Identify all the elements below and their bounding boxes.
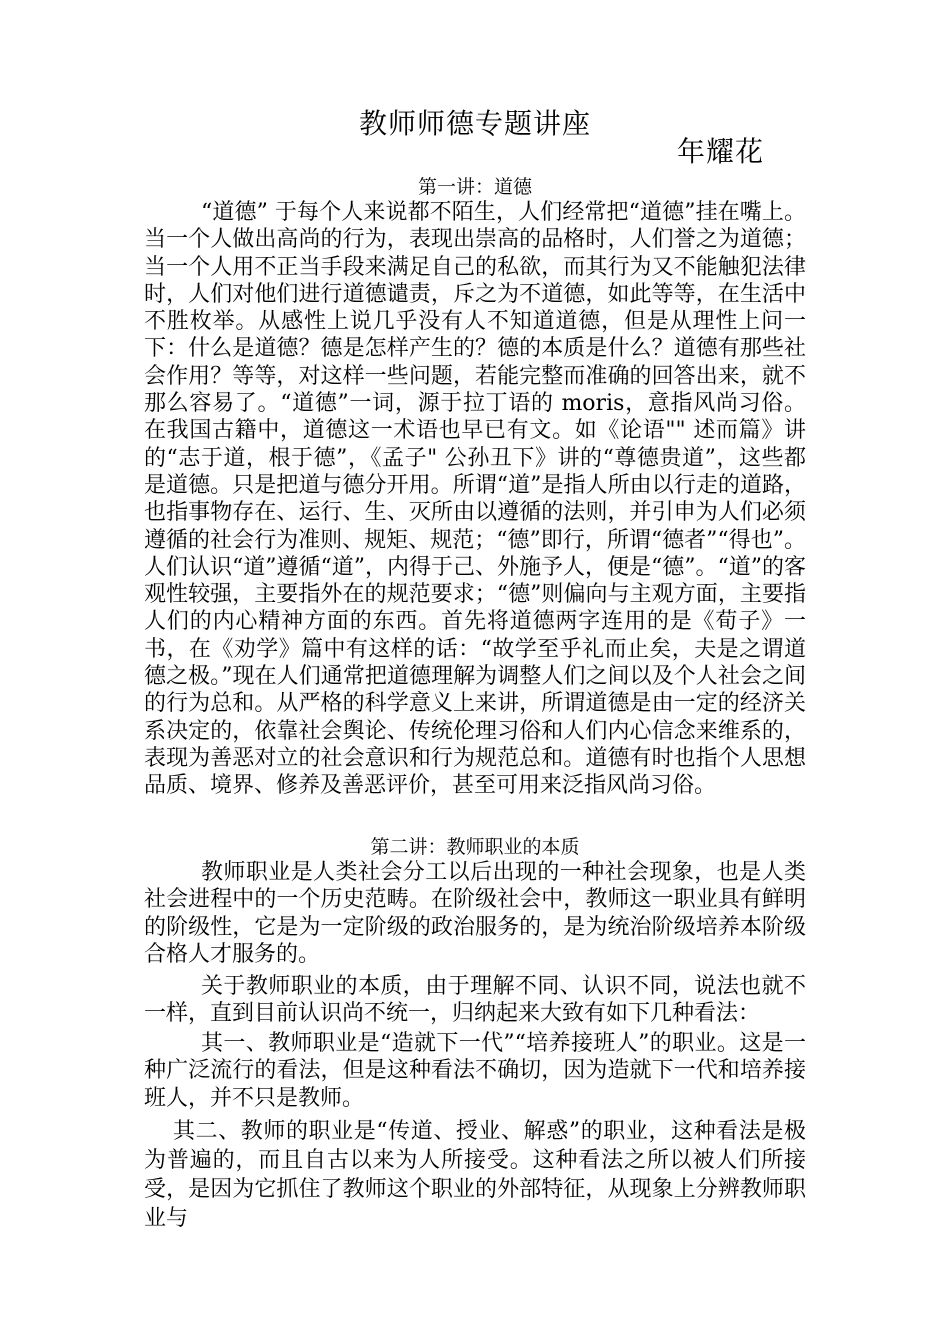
section-heading-2: 第二讲：教师职业的本质	[370, 836, 580, 858]
paragraph-4: 其一、教师职业是“造就下一代”“培养接班人”的职业。这是一种广泛流行的看法，但是这种看法不确切，因为造就下一代和培养接班人，并不只是教师。	[144, 1031, 806, 1111]
paragraph-1: “道德” 于每个人来说都不陌生，人们经常把“道德”挂在嘴上。当一个人做出高尚的行为，表现出崇高的品格时，人们誉之为道德；当一个人用不正当手段来满足自己的私欲，而其行为又不能触犯法律时，人们对他们进行道德谴责，斥之为不道德，如此等等，在生活中不胜枚举。从感性上说几乎没有人不知道道德，但是从理性上问一下：什么是道德？德是怎样产生的？德的本质是什么？道德有那些社会作用？等等，对这样一些问题，若能完整而准确的回答出来，就不那么容易了。“道德”一词，源于拉丁语的 moris，意指风尚习俗。在我国古籍中，道德这一术语也早已有文。如《论语"" 述而篇》讲的“志于道，根于德”，《孟子" 公孙丑下》讲的“尊德贵道”，这些都是道德。只是把道与德分开用。所谓“道”是指人所由以行走的道路，也指事物存在、运行、生、灭所由以遵循的法则，并引申为人们必须遵循的社会行为准则、规矩、规范；“德”即行，所谓“德者”“得也”。人们认识“道”遵循“道”，内得于己、外施予人，便是“德”。“道”的客观性较强，主要指外在的规范要求；“德”则偏向与主观方面，主要指人们的内心精神方面的东西。首先将道德两字连用的是《荀子》一书，在《劝学》篇中有这样的话：“故学至乎礼而止矣，夫是之谓道德之极。”现在人们通常把道德理解为调整人们之间以及个人社会之间的行为总和。从严格的科学意义上来讲，所谓道德是由一定的经济关系决定的，依靠社会舆论、传统伦理习俗和人们内心信念来维系的，表现为善恶对立的社会意识和行为规范总和。道德有时也指个人思想品质、境界、修养及善恶评价，甚至可用来泛指风尚习俗。	[144, 200, 806, 799]
document-title: 教师师德专题讲座	[358, 107, 591, 140]
paragraph-3: 关于教师职业的本质，由于理解不同、认识不同，说法也就不一样，直到目前认识尚不统一，归纳起来大致有如下几种看法：	[144, 974, 806, 1027]
paragraph-2: 教师职业是人类社会分工以后出现的一种社会现象，也是人类社会进程中的一个历史范畴。在阶级社会中，教师这一职业具有鲜明的阶级性，它是为一定阶级的政治服务的，是为统治阶级培养本阶级合格人才服务的。	[144, 860, 806, 967]
section-heading-1: 第一讲：道德	[417, 176, 532, 198]
author-name: 年耀花	[677, 135, 765, 168]
paragraph-5: 其二、教师的职业是“传道、授业、解惑”的职业，这种看法是极为普遍的，而且自古以来为人所接受。这种看法之所以被人们所接受，是因为它抓住了教师这个职业的外部特征，从现象上分辨教师职业与	[144, 1119, 806, 1231]
